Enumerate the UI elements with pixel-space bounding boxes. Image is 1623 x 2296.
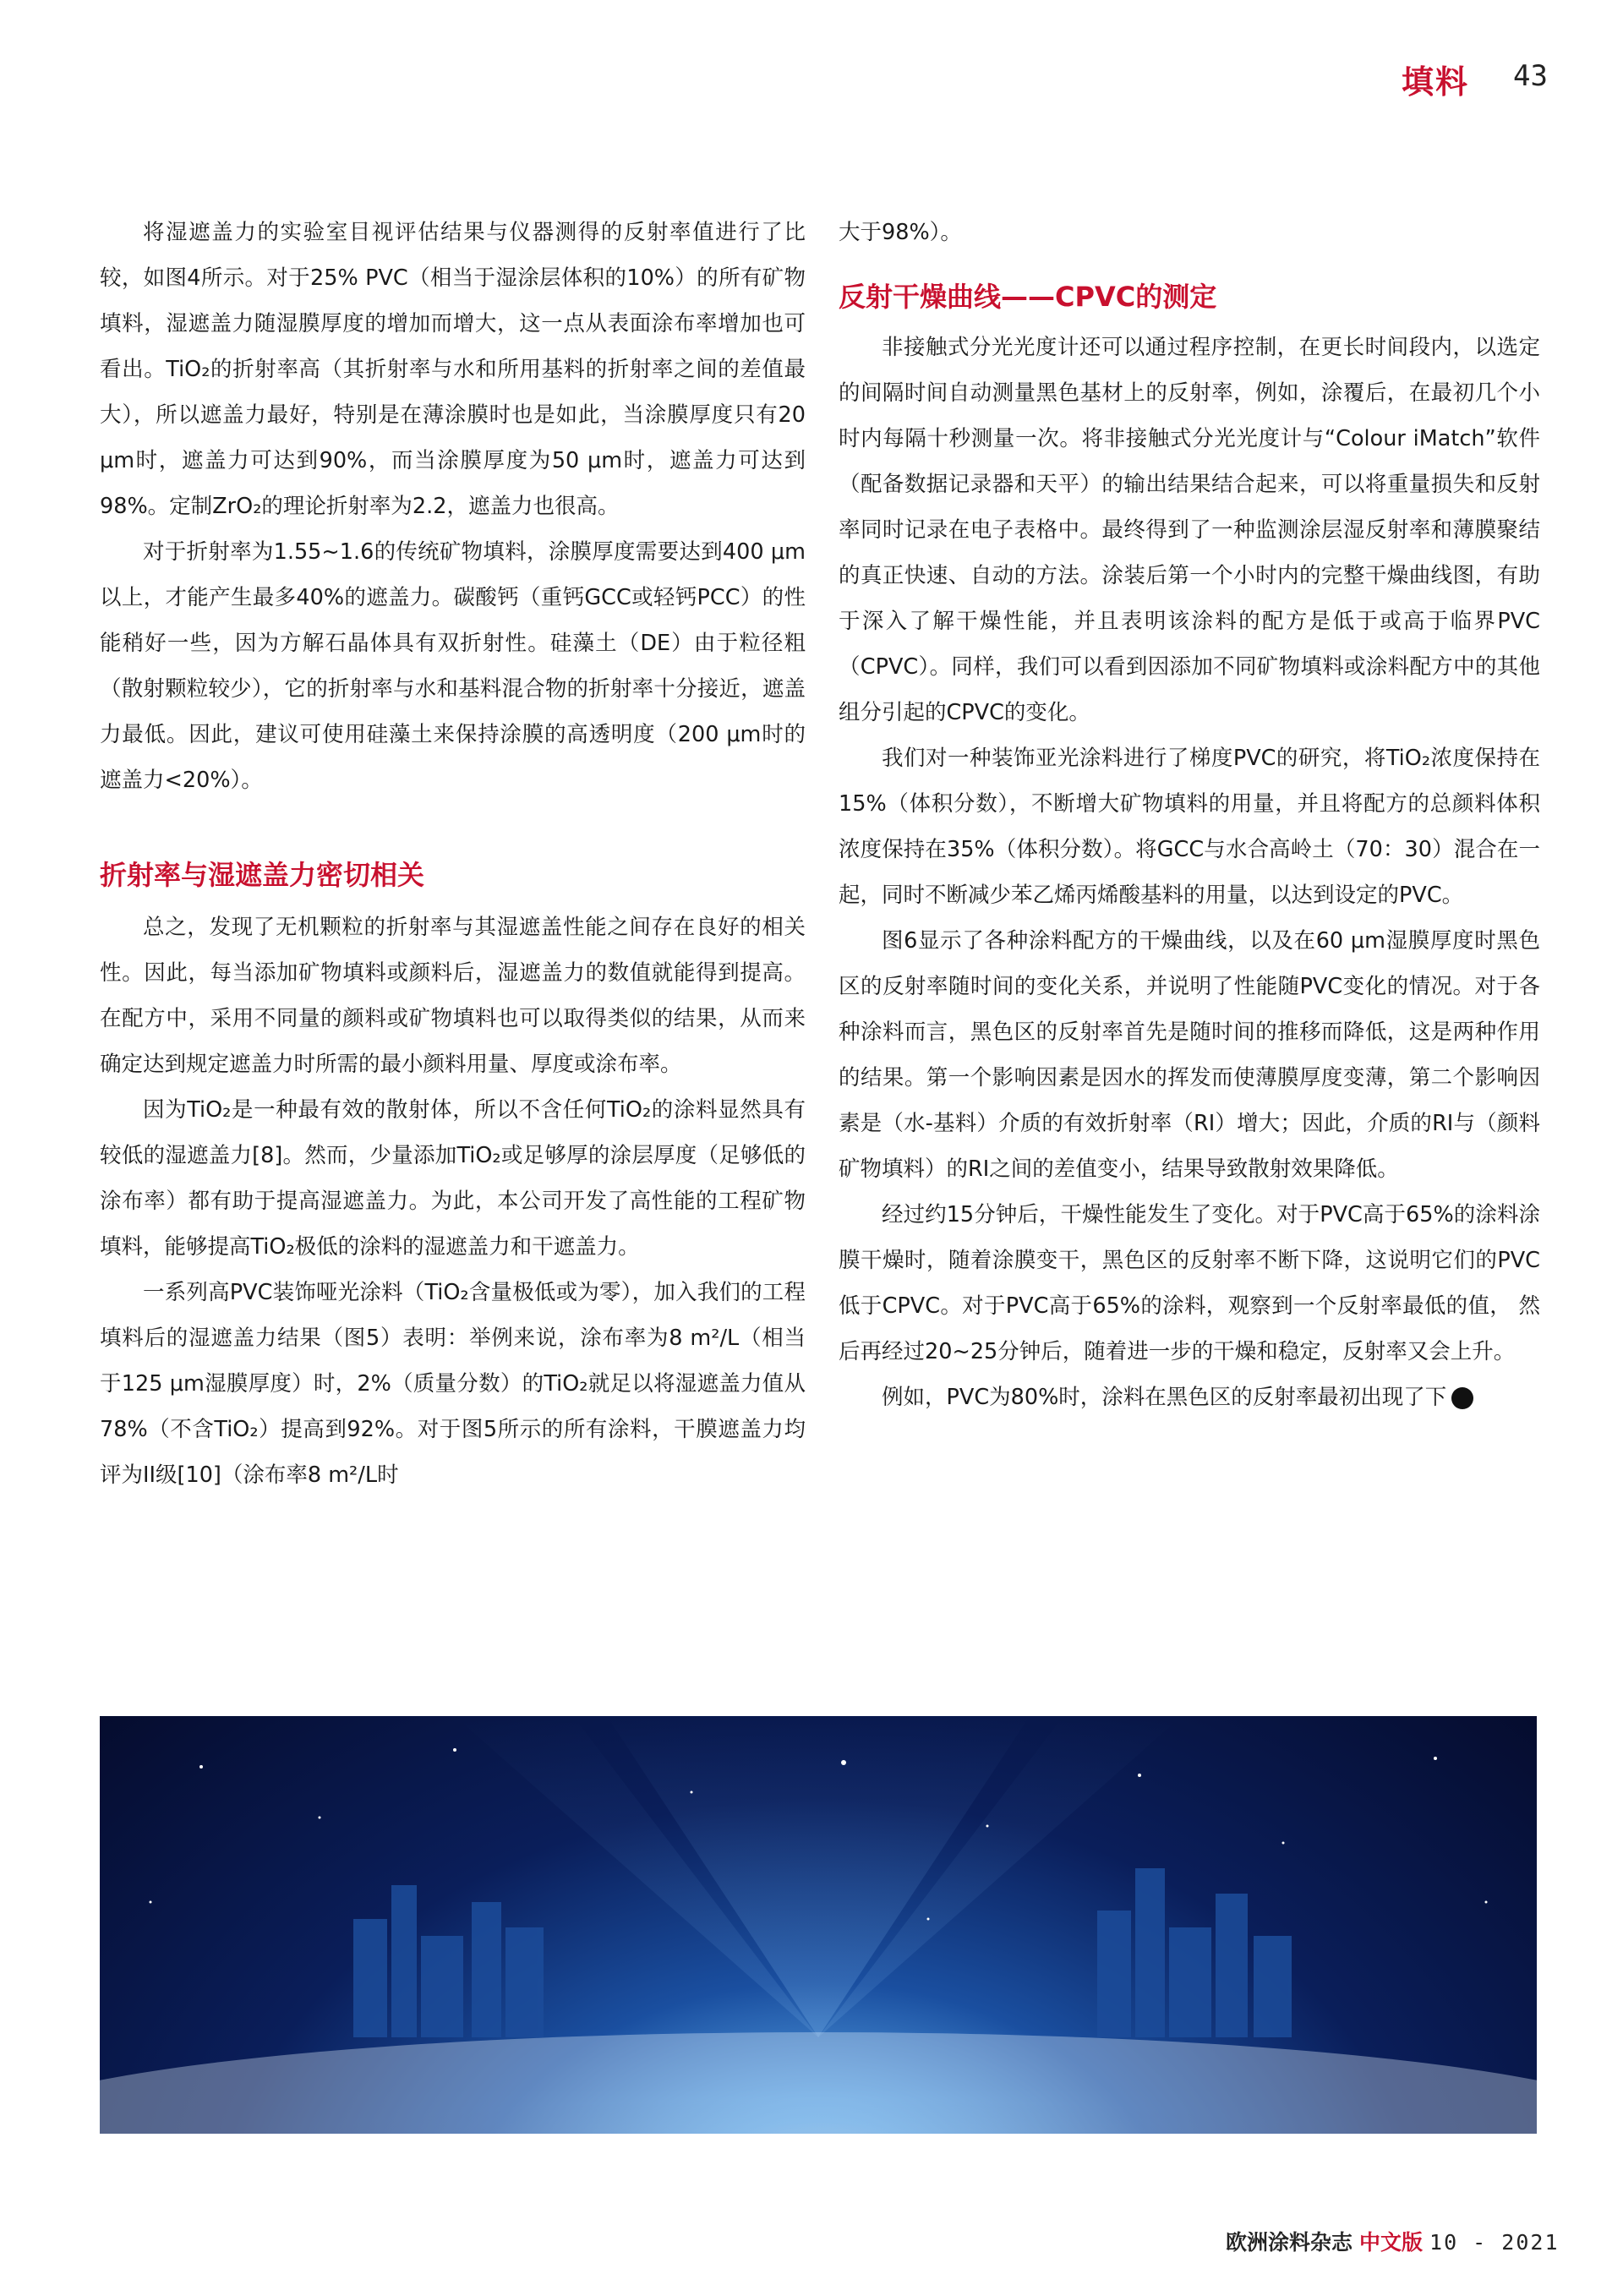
paragraph: 总之，发现了无机颗粒的折射率与其湿遮盖性能之间存在良好的相关性。因此，每当添加矿物填料或颜料后，湿遮盖力的数值就能得到提高。在配方中，采用不同量的颜料或矿物填料也可以取得类似的结果，从而来确定达到规定遮盖力时所需的最小颜料用量、厚度或涂布率。 <box>100 915 806 1077</box>
paragraph: 经过约15分钟后，干燥性能发生了变化。对于PVC高于65%的涂料涂膜干燥时，随着涂膜变干，黑色区的反射率不断下降，这说明它们的PVC低于CPVC。对于PVC高于65%的涂料，观察到一个反射率最低的值， 然后再经过20~25分钟后，随着进一步的干燥和稳定，反射率又会上升。 <box>839 1202 1540 1364</box>
paragraph: 图6显示了各种涂料配方的干燥曲线，以及在60 μm湿膜厚度时黑色区的反射率随时间的变化关系，并说明了性能随PVC变化的情况。对于各种涂料而言，黑色区的反射率首先是随时间的推移而降低，这是两种作用的结果。第一个影响因素是因水的挥发而使薄膜厚度变薄，第二个影响因素是（水-基料）介质的有效折射率（RI）增大；因此，介质的RI与（颜料矿物填料）的RI之间的差值变小，结果导致散射效果降低。 <box>839 928 1540 1182</box>
left-column <box>100 210 806 1498</box>
right-column <box>839 210 1540 1420</box>
paragraph: 因为TiO₂是一种最有效的散射体，所以不含任何TiO₂的涂料显然具有较低的湿遮盖力[8]。然而，少量添加TiO₂或足够厚的涂层厚度（足够低的涂布率）都有助于提高湿遮盖力。为此，本公司开发了高性能的工程矿物填料，能够提高TiO₂极低的涂料的湿遮盖力和干遮盖力。 <box>100 1097 806 1260</box>
paragraph: 对于折射率为1.55~1.6的传统矿物填料，涂膜厚度需要达到400 μm以上，才能产生最多40%的遮盖力。碳酸钙（重钙GCC或轻钙PCC）的性能稍好一些，因为方解石晶体具有双折射性。硅藻土（DE）由于粒径粗（散射颗粒较少），它的折射率与水和基料混合物的折射率十分接近，遮盖力最低。因此，建议可使用硅藻土来保持涂膜的高透明度（200 μm时的遮盖力<20%）。 <box>100 539 806 793</box>
magazine-name: 欧洲涂料杂志 <box>1226 2230 1353 2255</box>
paragraph <box>839 1375 1540 1420</box>
header-section-title: 填料 <box>1402 63 1470 101</box>
footer <box>1226 2226 1560 2256</box>
page-number: 43 <box>1513 59 1548 93</box>
paragraph: 大于98%）。 <box>839 220 962 245</box>
paragraph-text: 例如，PVC为80%时，涂料在黑色区的反射率最初出现了下 <box>882 1385 1447 1410</box>
section-heading: 反射干燥曲线——CPVC的测定 <box>839 281 1217 313</box>
paragraph: 将湿遮盖力的实验室目视评估结果与仪器测得的反射率值进行了比较，如图4所示。对于25% PVC（相当于湿涂层体积的10%）的所有矿物填料，湿遮盖力随湿膜厚度的增加而增大，这一点从表面涂布率增加也可看出。TiO₂的折射率高（其折射率与水和所用基料的折射率之间的差值最大），所以遮盖力最好，特别是在薄涂膜时也是如此，当涂膜厚度只有20 μm时，遮盖力可达到90%，而当涂膜厚度为50 μm时，遮盖力可达到98%。定制ZrO₂的理论折射率为2.2，遮盖力也很高。 <box>100 220 806 519</box>
paragraph: 一系列高PVC装饰哑光涂料（TiO₂含量极低或为零），加入我们的工程填料后的湿遮盖力结果（图5）表明：举例来说，涂布率为8 m²/L（相当于125 μm湿膜厚度）时，2%（质量分数）的TiO₂就足以将湿遮盖力值从78%（不含TiO₂）提高到92%。对于图5所示的所有涂料，干膜遮盖力均评为II级[10]（涂布率8 m²/L时 <box>100 1280 806 1488</box>
city-skyline-illustration <box>100 1716 1537 2134</box>
chevron-right-circle-icon: ❯ <box>1451 1387 1473 1409</box>
decorative-city-image <box>100 1716 1537 2134</box>
edition-label: 中文版 <box>1359 2230 1424 2255</box>
section-heading: 折射率与湿遮盖力密切相关 <box>100 859 425 891</box>
issue-number: 10 - 2021 <box>1429 2230 1560 2255</box>
paragraph: 非接触式分光光度计还可以通过程序控制，在更长时间段内，以选定的间隔时间自动测量黑色基材上的反射率，例如，涂覆后，在最初几个小时内每隔十秒测量一次。将非接触式分光光度计与“Colour iMatch”软件（配备数据记录器和天平）的输出结果结合起来，可以将重量损失和反射率同时记录在电子表格中。最终得到了一种监测涂层湿反射率和薄膜聚结的真正快速、自动的方法。涂装后第一个小时内的完整干燥曲线图，有助于深入了解干燥性能，并且表明该涂料的配方是低于或高于临界PVC（CPVC）。同样，我们可以看到因添加不同矿物填料或涂料配方中的其他组分引起的CPVC的变化。 <box>839 335 1540 725</box>
paragraph: 我们对一种装饰亚光涂料进行了梯度PVC的研究，将TiO₂浓度保持在15%（体积分数），不断增大矿物填料的用量，并且将配方的总颜料体积浓度保持在35%（体积分数）。将GCC与水合高岭土（70：30）混合在一起，同时不断减少苯乙烯丙烯酸基料的用量，以达到设定的PVC。 <box>839 746 1540 908</box>
